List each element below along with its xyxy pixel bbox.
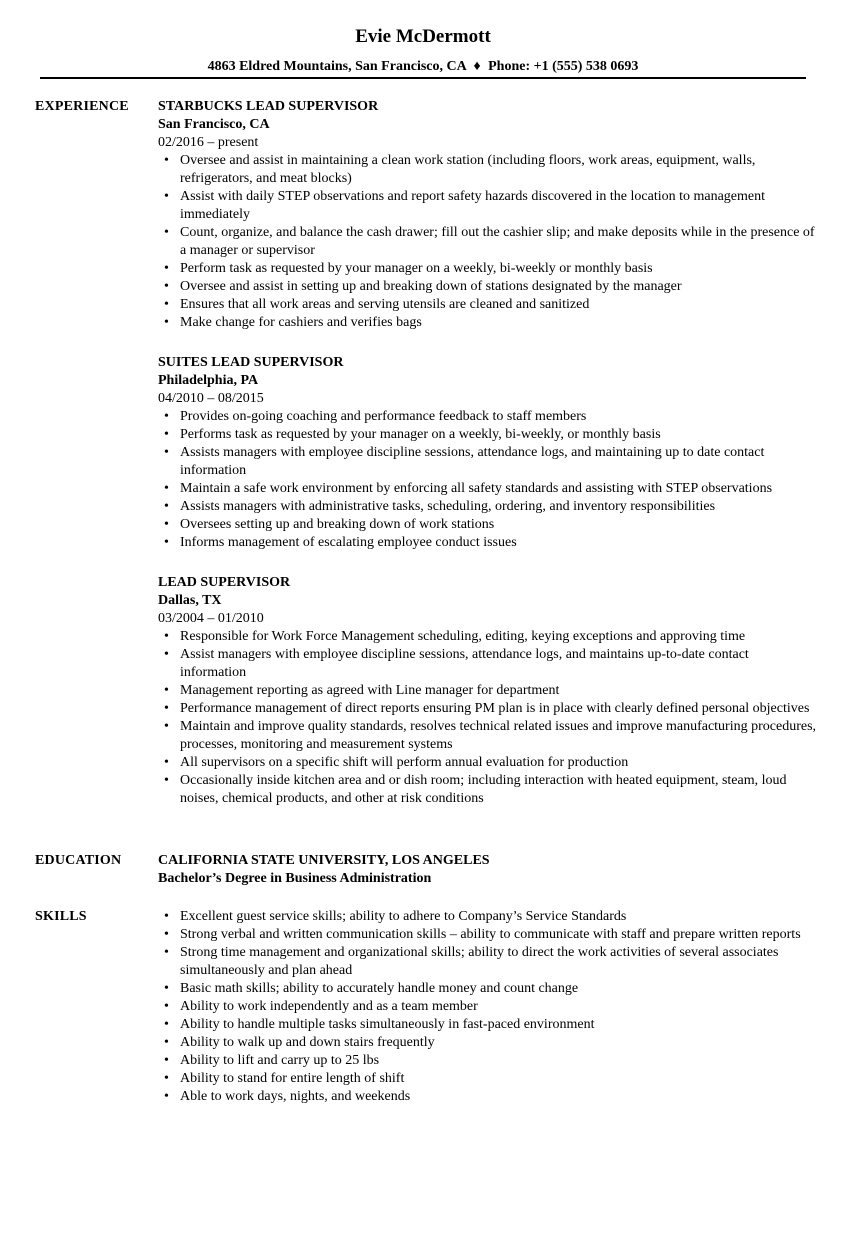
- job-location: San Francisco, CA: [158, 117, 270, 132]
- bullet-item: • Provides on-going coaching and performance feedback to staff members: [158, 408, 818, 426]
- job-dates: 02/2016 – present: [158, 135, 259, 150]
- address: 4863 Eldred Mountains, San Francisco, CA: [207, 59, 466, 74]
- bullet-item: • Assists managers with employee discipline sessions, attendance logs, and maintaining up to date contact information: [158, 444, 818, 480]
- skill-item: • Ability to stand for entire length of shift: [158, 1070, 818, 1088]
- bullet-item: • Oversees setting up and breaking down of work stations: [158, 516, 818, 534]
- job-bullets: [158, 152, 818, 332]
- skills-entry: [158, 908, 818, 1106]
- bullet-item: • Assist with daily STEP observations and report safety hazards discovered in the location to management immediately: [158, 188, 818, 224]
- header-divider: [40, 77, 806, 79]
- job-bullets: [158, 408, 818, 552]
- contact-line: [0, 58, 846, 76]
- job-entry: [158, 574, 818, 808]
- bullet-item: • Responsible for Work Force Management scheduling, editing, keying exceptions and approving time: [158, 628, 818, 646]
- bullet-item: • Performs task as requested by your manager on a weekly, bi-weekly, or monthly basis: [158, 426, 818, 444]
- bullet-item: • Management reporting as agreed with Line manager for department: [158, 682, 818, 700]
- skills-heading: SKILLS: [35, 909, 87, 924]
- job-dates: 03/2004 – 01/2010: [158, 611, 264, 626]
- bullet-item: • Occasionally inside kitchen area and or dish room; including interaction with heated equipment, steam, loud noises, chemical products, and other at risk conditions: [158, 772, 818, 808]
- bullet-item: • Make change for cashiers and verifies bags: [158, 314, 818, 332]
- bullet-item: • Maintain a safe work environment by enforcing all safety standards and assisting with STEP observations: [158, 480, 818, 498]
- experience-heading: EXPERIENCE: [35, 99, 129, 114]
- job-bullets: [158, 628, 818, 808]
- job-title: STARBUCKS LEAD SUPERVISOR: [158, 99, 379, 114]
- job-location: Philadelphia, PA: [158, 373, 259, 388]
- job-dates: 04/2010 – 08/2015: [158, 391, 264, 406]
- degree: Bachelor’s Degree in Business Administration: [158, 871, 432, 886]
- skills-list: [158, 908, 818, 1106]
- skill-item: • Ability to work independently and as a team member: [158, 998, 818, 1016]
- skill-item: • Strong verbal and written communication skills – ability to communicate with staff and prepare written reports: [158, 926, 818, 944]
- candidate-name: Evie McDermott: [355, 26, 491, 47]
- job-title: LEAD SUPERVISOR: [158, 575, 291, 590]
- education-heading: EDUCATION: [35, 853, 122, 868]
- school-name: CALIFORNIA STATE UNIVERSITY, LOS ANGELES: [158, 853, 490, 868]
- job-title: SUITES LEAD SUPERVISOR: [158, 355, 344, 370]
- education-entry: [158, 852, 818, 888]
- skill-item: • Able to work days, nights, and weekends: [158, 1088, 818, 1106]
- job-location: Dallas, TX: [158, 593, 222, 608]
- job-entry: [158, 98, 818, 332]
- skill-item: • Excellent guest service skills; ability to adhere to Company’s Service Standards: [158, 908, 818, 926]
- skill-item: • Strong time management and organizational skills; ability to direct the work activities of several associates simultaneously and plan ahead: [158, 944, 818, 980]
- job-entry: [158, 354, 818, 552]
- bullet-item: • Informs management of escalating employee conduct issues: [158, 534, 818, 552]
- bullet-item: • Assist managers with employee discipline sessions, attendance logs, and maintains up-to-date contact information: [158, 646, 818, 682]
- bullet-item: • All supervisors on a specific shift will perform annual evaluation for production: [158, 754, 818, 772]
- bullet-item: • Maintain and improve quality standards, resolves technical related issues and improve manufacturing procedures, processes, monitoring and measurement systems: [158, 718, 818, 754]
- bullet-item: • Count, organize, and balance the cash drawer; fill out the cashier slip; and make deposits while in the presence of a manager or supervisor: [158, 224, 818, 260]
- bullet-item: • Perform task as requested by your manager on a weekly, bi-weekly or monthly basis: [158, 260, 818, 278]
- bullet-item: • Ensures that all work areas and serving utensils are cleaned and sanitized: [158, 296, 818, 314]
- skill-item: • Ability to handle multiple tasks simultaneously in fast-paced environment: [158, 1016, 818, 1034]
- skill-item: • Basic math skills; ability to accurately handle money and count change: [158, 980, 818, 998]
- bullet-item: • Performance management of direct reports ensuring PM plan is in place with clearly defined personal objectives: [158, 700, 818, 718]
- bullet-item: • Oversee and assist in maintaining a clean work station (including floors, work areas, equipment, walls, refrigerators, and meat blocks): [158, 152, 818, 188]
- diamond-separator-icon: ♦: [473, 59, 481, 74]
- bullet-item: • Assists managers with administrative tasks, scheduling, ordering, and inventory responsibilities: [158, 498, 818, 516]
- skill-item: • Ability to walk up and down stairs frequently: [158, 1034, 818, 1052]
- phone: Phone: +1 (555) 538 0693: [488, 59, 639, 74]
- skill-item: • Ability to lift and carry up to 25 lbs: [158, 1052, 818, 1070]
- bullet-item: • Oversee and assist in setting up and breaking down of stations designated by the manager: [158, 278, 818, 296]
